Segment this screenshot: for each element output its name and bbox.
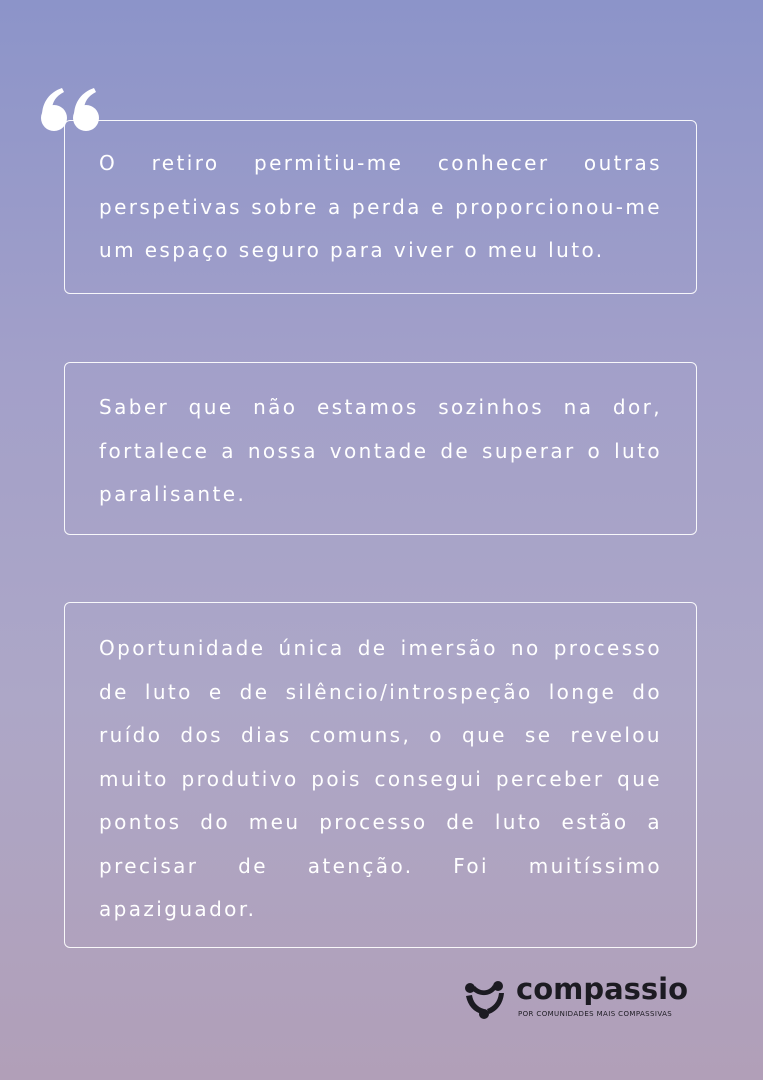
testimonial-card [64, 602, 697, 948]
people-circle-icon [462, 978, 508, 1022]
testimonial-card [64, 362, 697, 535]
testimonial-card [64, 120, 697, 294]
brand-logo [462, 972, 702, 1026]
testimonial-text: Saber que não estamos sozinhos na dor, fortalece a nossa vontade de superar o luto paralisante. [99, 395, 662, 506]
testimonial-text: O retiro permitiu-me conhecer outras perspetivas sobre a perda e proporcionou-me um espaço seguro para viver o meu luto. [99, 151, 662, 262]
brand-tagline: POR COMUNIDADES MAIS COMPASSIVAS [518, 1010, 673, 1018]
testimonial-text: Oportunidade única de imersão no processo de luto e de silêncio/introspeção longe do ruído dos dias comuns, o que se revelou muito produtivo pois consegui perceber que pontos do meu processo de luto estão a precisar de atenção. Foi muitíssimo apaziguador. [99, 636, 662, 921]
brand-name: compassio [516, 972, 689, 1006]
